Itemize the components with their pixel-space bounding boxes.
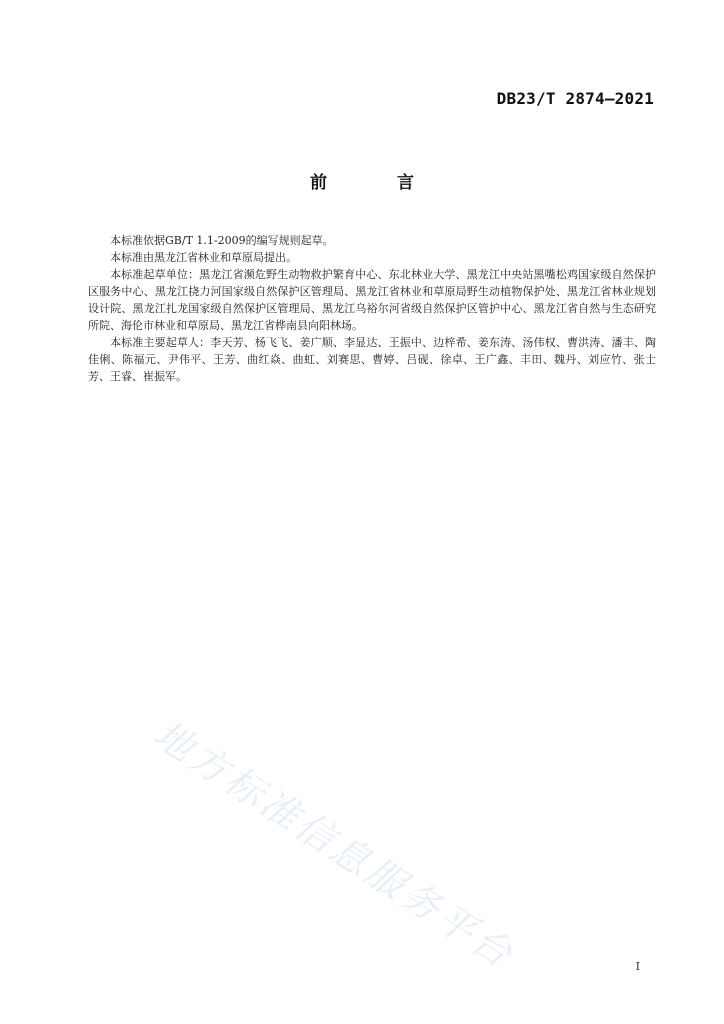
paragraph-drafters: 本标准主要起草人：李天芳、杨飞飞、姜广顺、李显达、王振中、边梓希、姜东涛、汤伟权、曹洪涛、潘丰、陶佳俐、陈福元、尹伟平、王芳、曲红焱、曲虹、刘赛思、曹婷、吕砚、徐卓、王广鑫、丰田、魏丹、刘应竹、张士芳、王睿、崔振军。 [88, 336, 656, 383]
paragraph-drafting-units: 本标准起草单位：黑龙江省濒危野生动物救护繁育中心、东北林业大学、黑龙江中央站黑嘴松鸡国家级自然保护区服务中心、黑龙江挠力河国家级自然保护区管理局、黑龙江省林业和草原局野生动植物保护处、黑龙江省林业规划设计院、黑龙江扎龙国家级自然保护区管理局、黑龙江乌裕尔河省级自然保护区管护中心、黑龙江省自然与生态研究所院、海伦市林业和草原局、黑龙江省桦南县向阳林场。 [88, 268, 656, 332]
page-title: 前 言 [310, 173, 446, 193]
paragraph-drafting-rules: 本标准依据GB/T 1.1-2009的编写规则起草。 [110, 234, 334, 247]
watermark: 地方标准信息服务平台 [146, 711, 523, 978]
paragraph-proposer: 本标准由黑龙江省林业和草原局提出。 [110, 251, 297, 264]
page-number: I [635, 960, 640, 973]
document-code: DB23/T 2874—2021 [496, 89, 654, 108]
preface-body [88, 232, 656, 385]
